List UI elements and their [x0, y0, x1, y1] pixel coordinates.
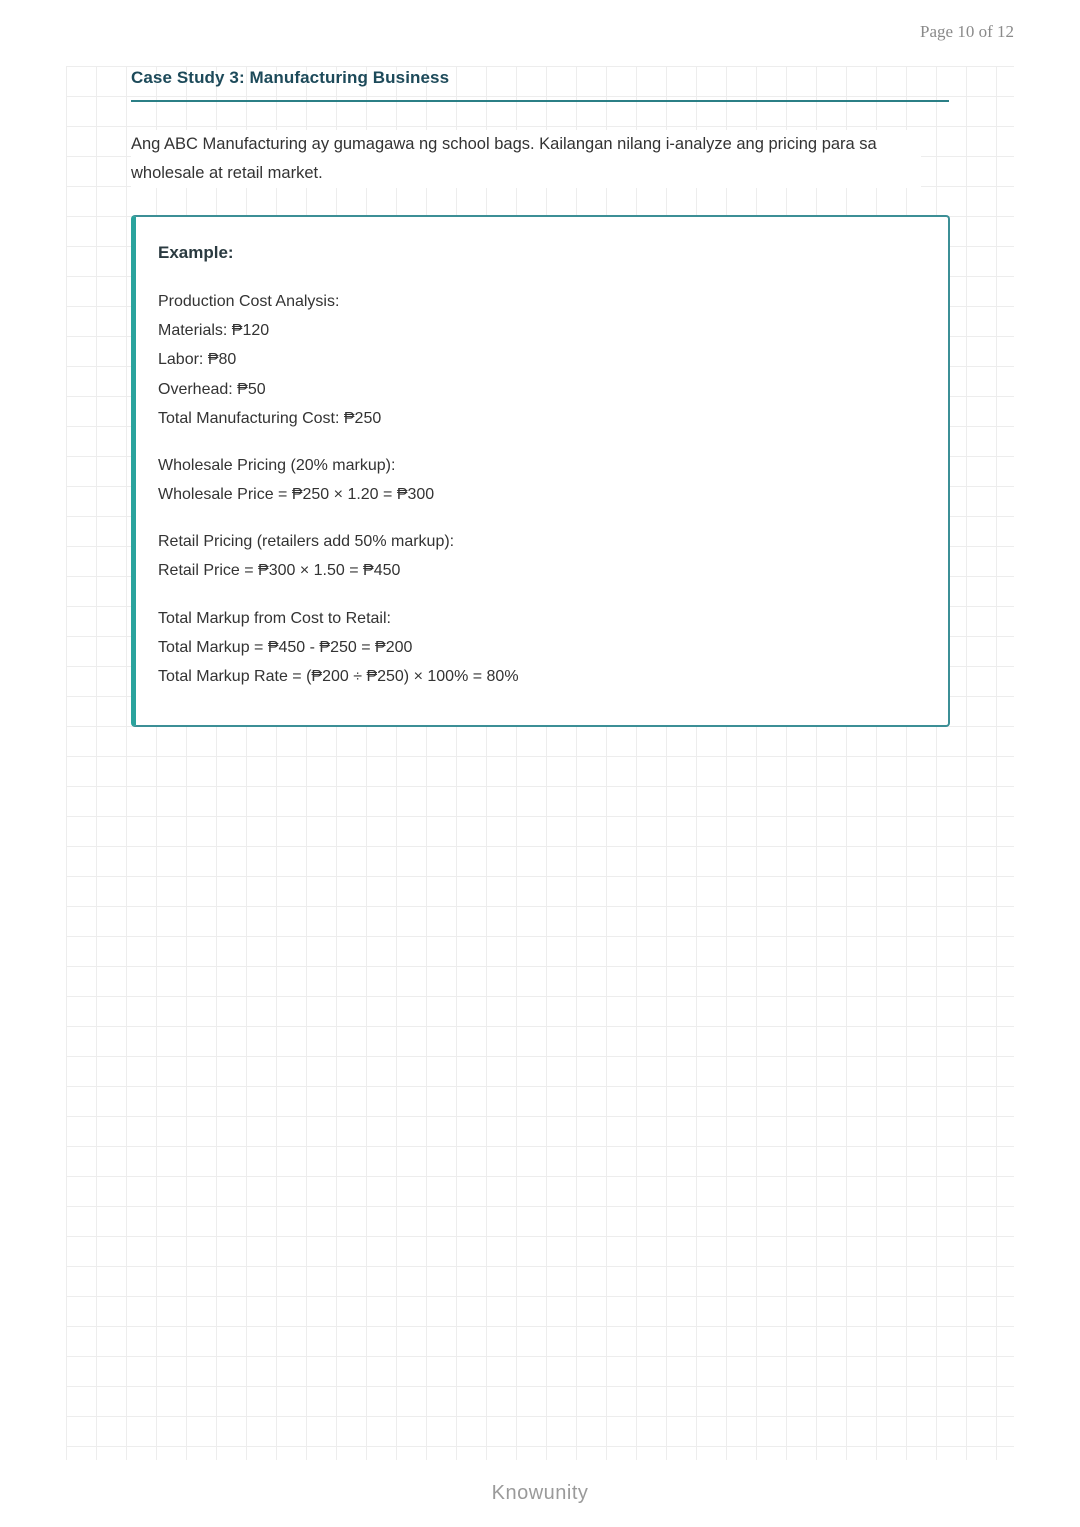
example-line: Labor: ₱80: [158, 351, 237, 369]
example-line: Total Markup Rate = (₱200 ÷ ₱250) × 100% = 80%: [158, 668, 519, 686]
example-line: Overhead: ₱50: [158, 380, 266, 398]
page-number: Page 10 of 12: [920, 22, 1014, 41]
intro-paragraph: Ang ABC Manufacturing ay gumagawa ng school bags. Kailangan nilang i-analyze ang pricing para sa wholesale at retail market.: [131, 130, 921, 188]
section-title: Case Study 3: Manufacturing Business: [131, 68, 450, 87]
example-line: Wholesale Pricing (20% markup):: [158, 457, 396, 474]
example-line: Total Markup = ₱450 - ₱250 = ₱200: [158, 639, 413, 657]
title-divider: [131, 100, 949, 102]
total-markup-group: [158, 604, 519, 692]
retail-pricing-group: [158, 527, 454, 585]
wholesale-pricing-group: [158, 451, 434, 509]
footer-brand: Knowunity: [491, 1482, 589, 1504]
example-line: Materials: ₱120: [158, 322, 270, 340]
example-line: Wholesale Price = ₱250 × 1.20 = ₱300: [158, 486, 435, 504]
example-line: Production Cost Analysis:: [158, 293, 340, 310]
example-line: Total Markup from Cost to Retail:: [158, 610, 391, 627]
production-cost-group: [158, 287, 381, 433]
example-line: Retail Price = ₱300 × 1.50 = ₱450: [158, 562, 401, 580]
example-box: [131, 215, 950, 727]
example-line: Retail Pricing (retailers add 50% markup):: [158, 533, 455, 550]
example-line: Total Manufacturing Cost: ₱250: [158, 409, 382, 427]
example-label: Example:: [158, 243, 234, 262]
